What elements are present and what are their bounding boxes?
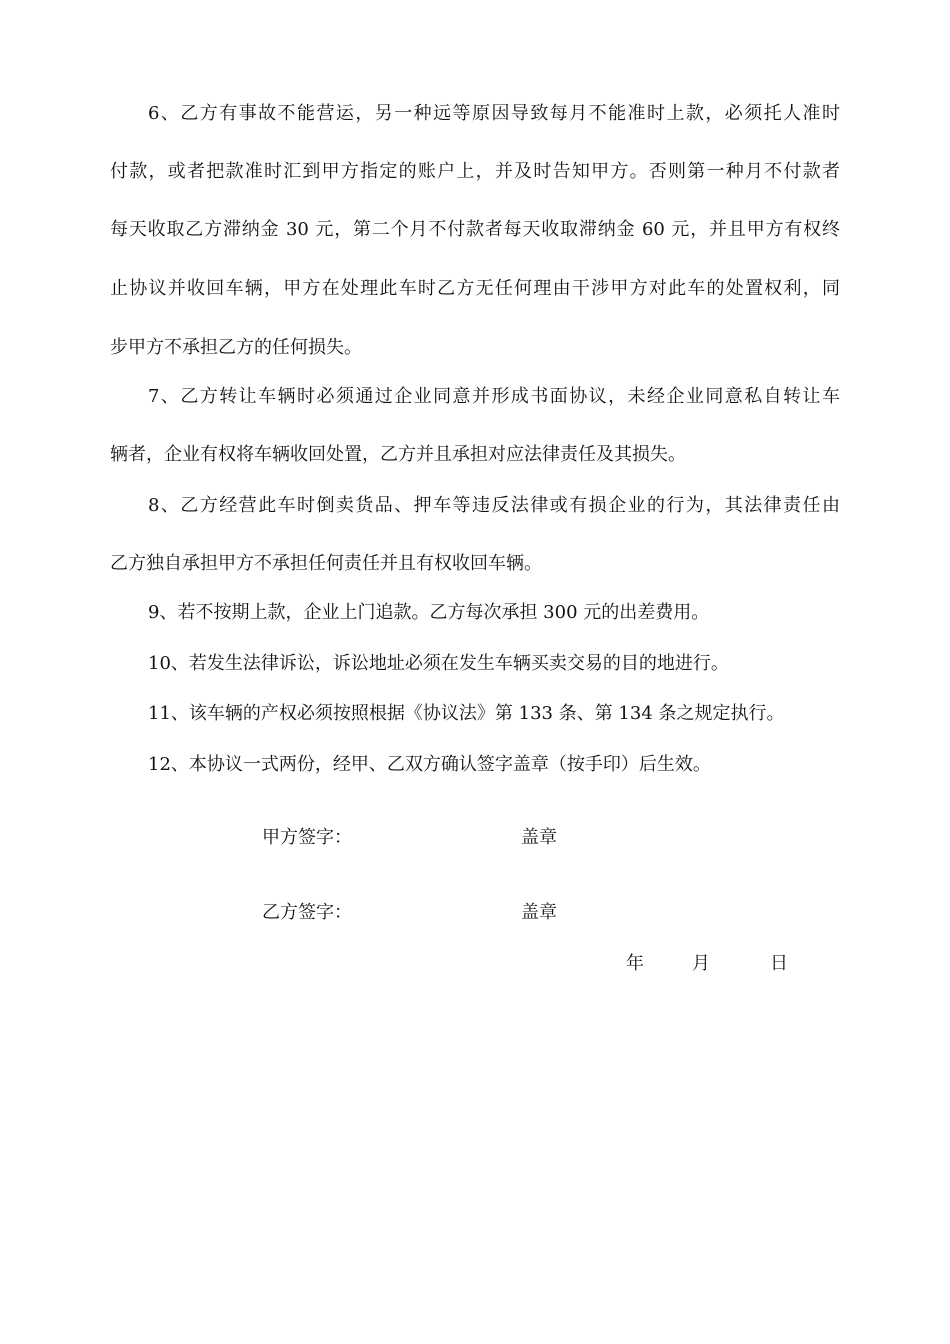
clause-7-line-2: 辆者，企业有权将车辆收回处置，乙方并且承担对应法律责任及其损失。 xyxy=(110,444,686,465)
clause-6-line-5: 步甲方不承担乙方的任何损失。 xyxy=(110,337,362,358)
party-b-signature-label: 乙方签字： xyxy=(262,902,352,923)
party-a-seal-label: 盖章 xyxy=(521,827,557,848)
clause-10: 10、若发生法律诉讼，诉讼地址必须在发生车辆买卖交易的目的地进行。 xyxy=(148,653,729,674)
clause-8-line-2: 乙方独自承担甲方不承担任何责任并且有权收回车辆。 xyxy=(110,553,542,574)
clause-8-line-1: 8、乙方经营此车时倒卖货品、押车等违反法律或有损企业的行为，其法律责任由 xyxy=(148,495,840,516)
clause-9: 9、若不按期上款，企业上门追款。乙方每次承担 300 元的出差费用。 xyxy=(148,602,710,623)
clause-7-line-1: 7、乙方转让车辆时必须通过企业同意并形成书面协议，未经企业同意私自转让车 xyxy=(148,386,840,407)
party-b-seal-label: 盖章 xyxy=(521,902,557,923)
date-month-label: 月 xyxy=(692,953,710,974)
party-a-signature-label: 甲方签字： xyxy=(262,827,352,848)
date-year-label: 年 xyxy=(626,953,644,974)
clause-6-line-4: 止协议并收回车辆，甲方在处理此车时乙方无任何理由干涉甲方对此车的处置权利，同 xyxy=(110,278,840,299)
clause-12: 12、本协议一式两份，经甲、乙双方确认签字盖章（按手印）后生效。 xyxy=(148,754,711,775)
clause-11: 11、该车辆的产权必须按照根据《协议法》第 133 条、第 134 条之规定执行。 xyxy=(148,703,785,724)
clause-6-line-2: 付款，或者把款准时汇到甲方指定的账户上，并及时告知甲方。否则第一种月不付款者 xyxy=(110,161,840,182)
clause-6-line-3: 每天收取乙方滞纳金 30 元，第二个月不付款者每天收取滞纳金 60 元，并且甲方有权终 xyxy=(110,219,840,240)
clause-6-line-1: 6、乙方有事故不能营运，另一种远等原因导致每月不能准时上款，必须托人准时 xyxy=(148,103,840,124)
date-day-label: 日 xyxy=(770,953,788,974)
